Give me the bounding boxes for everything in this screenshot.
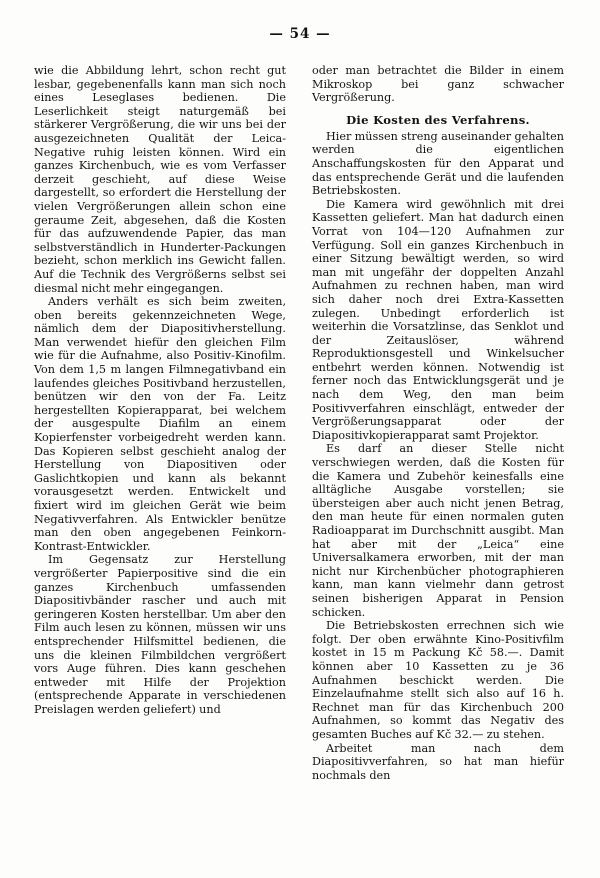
paragraph: Im Gegensatz zur Herstellung vergrößerter Papierpositive sind die ein ganzes Kirchenbuch umfassenden Diapositivbänder rascher und auch mit geringeren Kosten herstellbar. Um aber den Film auch lesen zu können, müssen wir uns entsprechender Hilfsmittel bedienen, die uns die kleinen Filmbildchen vergrößert vors Auge führen. Dies kann geschehen entweder mit Hilfe der Projektion (entsprechende Apparate in verschiedenen Preislagen werden geliefert) und bbox=[34, 553, 286, 716]
page-folio: — 54 — bbox=[269, 26, 331, 42]
left-column bbox=[34, 64, 286, 717]
paragraph: Die Kamera wird gewöhnlich mit drei Kassetten geliefert. Man hat dadurch einen Vorrat von 104—120 Aufnahmen zur Verfügung. Soll ein ganzes Kirchenbuch in einer Sitzung bewältigt werden, so wird man mit ungefähr der doppelten Anzahl Aufnahmen zu rechnen haben, man wird sich daher noch drei Extra-Kassetten zulegen. Unbedingt erforderlich ist weiterhin die Vorsatzlinse, das Senklot und der Zeitauslöser, während Reproduktionsgestell und Winkelsucher entbehrt werden können. Notwendig ist ferner noch das Entwicklungsgerät und je nach dem Weg, den man beim Positivverfahren einschlägt, entweder der Vergrößerungsapparat oder der Diapositivkopierapparat samt Projektor. bbox=[312, 197, 564, 442]
paragraph: Die Betriebskosten errechnen sich wie folgt. Der oben erwähnte Kino-Positivfilm kostet in 15 m Packung Kč 58.—. Damit können aber 10 Kassetten zu je 36 Aufnahmen beschickt werden. Die Einzelaufnahme stellt sich also auf 16 h. Rechnet man für das Kirchenbuch 200 Aufnahmen, so kommt das Negativ des gesamten Buches auf Kč 32.— zu stehen. bbox=[312, 619, 564, 741]
paragraph: wie die Abbildung lehrt, schon recht gut lesbar, gegebenenfalls kann man sich noch eines Leseglases bedienen. Die Leserlichkeit steigt naturgemäß bei stärkerer Vergrößerung, die wir uns bei der ausgezeichneten Qualität der Leica-Negative ruhig leisten können. Wird ein ganzes Kirchenbuch, wie es vom Verfasser derzeit geschieht, auf diese Weise dargestellt, so erfordert die Herstellung der vielen Vergrößerungen allein schon eine geraume Zeit, abgesehen, daß die Kosten für das aufzuwendende Papier, das man selbstverständlich in Hunderter-Packungen bezieht, schon merklich ins Gewicht fallen. Auf die Technik des Vergrößerns selbst sei diesmal nicht mehr eingegangen. bbox=[34, 64, 286, 295]
paragraph: Es darf an dieser Stelle nicht verschwiegen werden, daß die Kosten für die Kamera und Zubehör keinesfalls eine alltägliche Ausgabe vorstellen; sie übersteigen aber auch nicht jenen Betrag, den man heute für einen normalen guten Radioapparat im Durchschnitt ausgibt. Man hat aber mit der „Leica“ eine Universalkamera erworben, mit der man nicht nur Kirchenbücher photographieren kann, man kann vielmehr dann getrost seinen bisherigen Apparat in Pension schicken. bbox=[312, 442, 564, 619]
paragraph: Hier müssen streng auseinander gehalten werden die eigentlichen Anschaffungskosten für den Apparat und das entsprechende Gerät und die laufenden Betriebskosten. bbox=[312, 129, 565, 198]
right-column bbox=[312, 64, 564, 782]
paragraph: Anders verhält es sich beim zweiten, oben bereits gekennzeichneten Wege, nämlich dem der Diapositivherstellung. Man verwendet hiefür den gleichen Film wie für die Aufnahme, also Positiv-Kinofilm. Von dem 1,5 m langen Filmnegativband ein laufendes gleiches Positivband herzustellen, benützen wir den von der Fa. Leitz hergestellten Kopierapparat, bei welchem der ausgespulte Diafilm an einem Kopierfenster vorbeigedreht werden kann. Das Kopieren selbst geschieht analog der Herstellung von Diapositiven oder Gaslichtkopien und kann als bekannt vorausgesetzt werden. Entwickelt und fixiert wird im gleichen Gerät wie beim Negativverfahren. Als Entwickler benütze man den oben angegebenen Feinkorn-Kontrast-Entwickler. bbox=[34, 295, 286, 553]
paragraph: oder man betrachtet die Bilder in einem Mikroskop bei ganz schwacher Vergrößerung. bbox=[312, 64, 564, 105]
section-heading: Die Kosten des Verfahrens. bbox=[346, 112, 530, 127]
two-column-body bbox=[34, 64, 566, 782]
paragraph: Arbeitet man nach dem Diapositivverfahren, so hat man hiefür nochmals den bbox=[312, 741, 564, 782]
